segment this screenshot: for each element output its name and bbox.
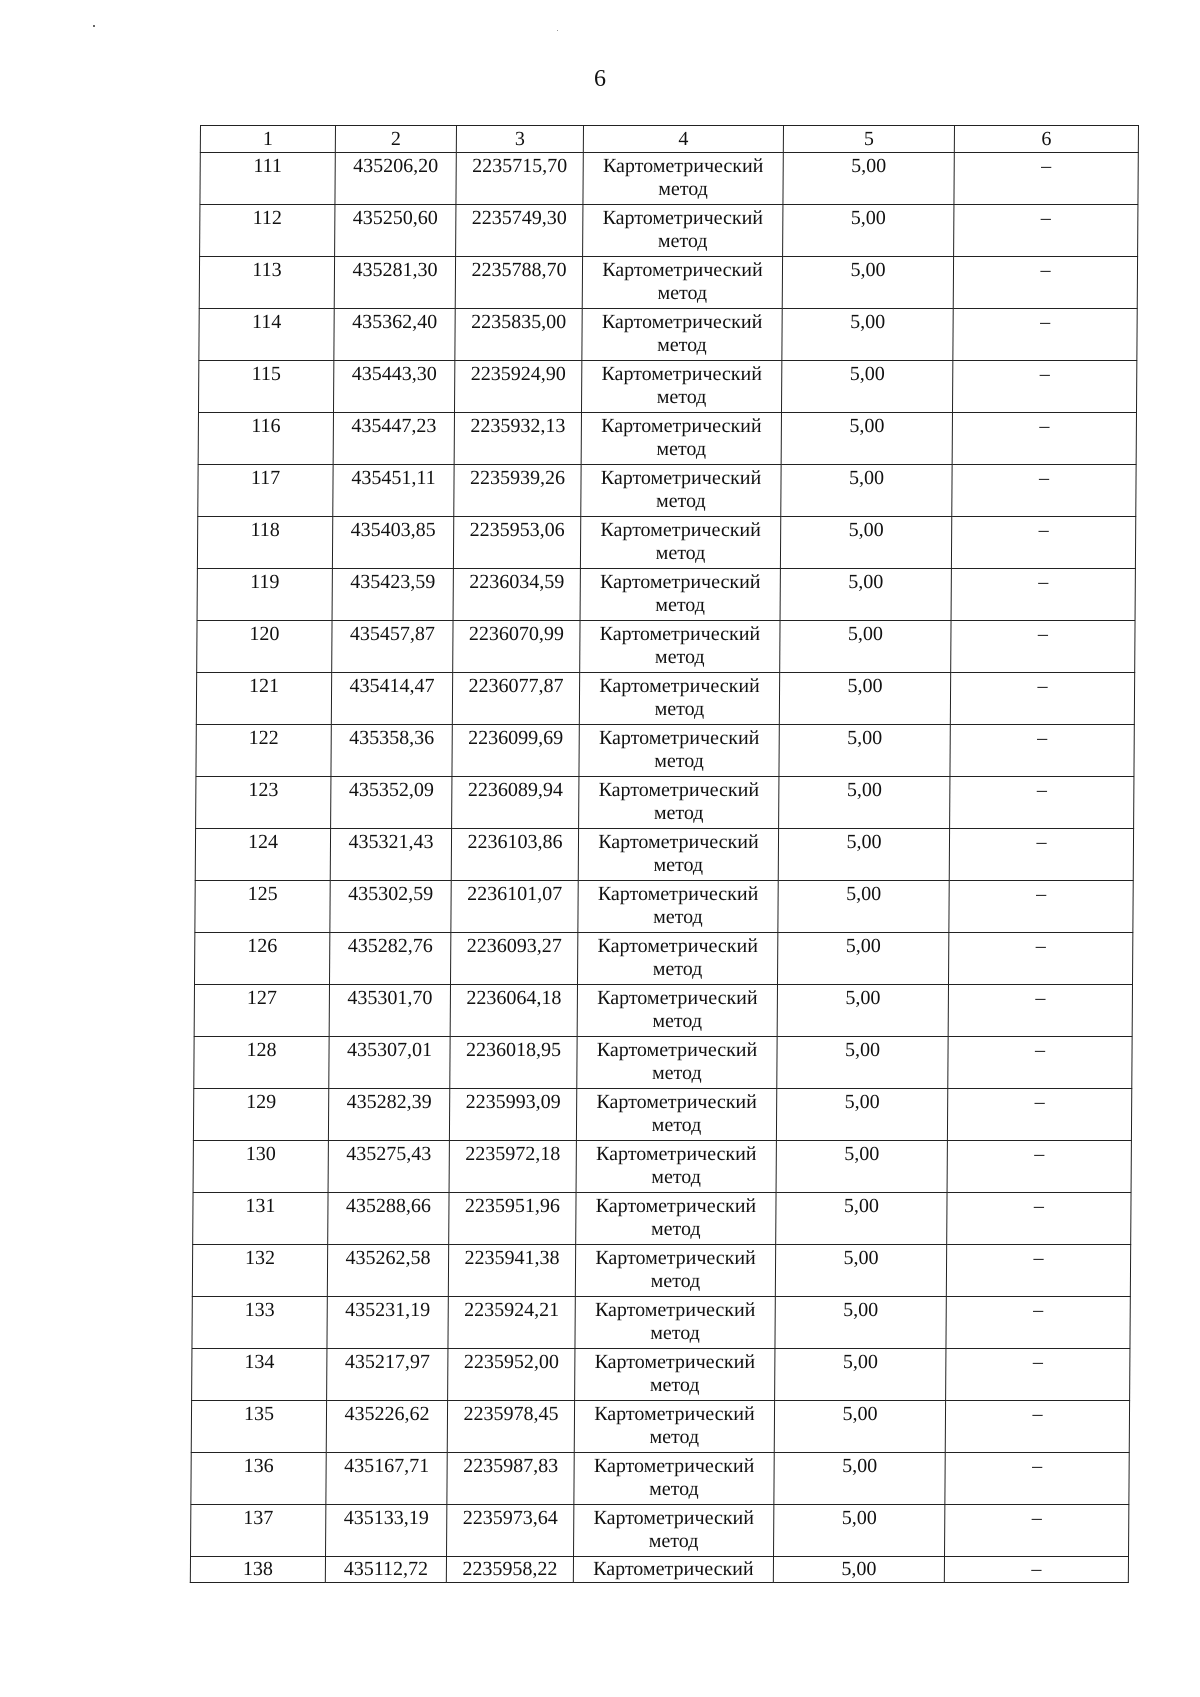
point-number-cell: 134 bbox=[192, 1349, 327, 1401]
method-cell: Картометрический метод bbox=[574, 1505, 774, 1557]
y-coordinate-cell: 2235924,21 bbox=[448, 1297, 575, 1349]
method-cell: Картометрический метод bbox=[577, 933, 777, 985]
point-number-cell: 120 bbox=[197, 621, 332, 673]
y-coordinate-cell: 2235924,90 bbox=[454, 361, 581, 413]
point-number-cell: 122 bbox=[196, 725, 331, 777]
header-cell-1: 1 bbox=[200, 126, 335, 153]
x-coordinate-cell: 435447,23 bbox=[333, 413, 454, 465]
y-coordinate-cell: 2235835,00 bbox=[455, 309, 582, 361]
point-number-cell: 125 bbox=[195, 881, 330, 933]
y-coordinate-cell: 2236034,59 bbox=[453, 569, 580, 621]
y-coordinate-cell: 2235932,13 bbox=[454, 413, 581, 465]
note-cell: – bbox=[946, 1297, 1130, 1349]
y-coordinate-cell: 2235972,18 bbox=[449, 1141, 576, 1193]
table-body bbox=[190, 153, 1138, 1583]
method-cell: Картометрический метод bbox=[583, 153, 783, 205]
table-row bbox=[192, 1297, 1130, 1349]
accuracy-cell: 5,00 bbox=[775, 1297, 946, 1349]
x-coordinate-cell: 435282,76 bbox=[329, 933, 450, 985]
point-number-cell: 113 bbox=[199, 257, 334, 309]
table-row bbox=[194, 1037, 1132, 1089]
method-cell: Картометрический метод bbox=[581, 465, 781, 517]
point-number-cell: 123 bbox=[196, 777, 331, 829]
method-cell: Картометрический метод bbox=[576, 1089, 776, 1141]
scan-speck bbox=[557, 30, 558, 31]
accuracy-cell: 5,00 bbox=[783, 153, 954, 205]
x-coordinate-cell: 435321,43 bbox=[330, 829, 451, 881]
y-coordinate-cell: 2236099,69 bbox=[452, 725, 579, 777]
point-number-cell: 130 bbox=[193, 1141, 328, 1193]
method-cell: Картометрический метод bbox=[576, 1193, 776, 1245]
y-coordinate-cell: 2235993,09 bbox=[449, 1089, 576, 1141]
accuracy-cell: 5,00 bbox=[775, 1245, 946, 1297]
x-coordinate-cell: 435250,60 bbox=[335, 205, 456, 257]
y-coordinate-cell: 2235952,00 bbox=[448, 1349, 575, 1401]
accuracy-cell: 5,00 bbox=[779, 673, 950, 725]
point-number-cell: 135 bbox=[191, 1401, 326, 1453]
accuracy-cell: 5,00 bbox=[776, 1089, 947, 1141]
note-cell: – bbox=[947, 1089, 1131, 1141]
accuracy-cell: 5,00 bbox=[776, 1193, 947, 1245]
note-cell: – bbox=[953, 257, 1137, 309]
note-cell: – bbox=[949, 829, 1133, 881]
y-coordinate-cell: 2236093,27 bbox=[450, 933, 577, 985]
table-row bbox=[191, 1453, 1129, 1505]
table-row bbox=[191, 1505, 1129, 1557]
method-cell: Картометрический метод bbox=[578, 881, 778, 933]
table-row bbox=[194, 933, 1132, 985]
point-number-cell: 127 bbox=[194, 985, 329, 1037]
table-row bbox=[193, 1141, 1131, 1193]
table-row bbox=[196, 673, 1134, 725]
x-coordinate-cell: 435362,40 bbox=[334, 309, 455, 361]
table-row bbox=[194, 985, 1132, 1037]
method-cell: Картометрический метод bbox=[575, 1297, 775, 1349]
table-row bbox=[199, 309, 1137, 361]
y-coordinate-cell: 2235941,38 bbox=[448, 1245, 575, 1297]
x-coordinate-cell: 435133,19 bbox=[326, 1505, 447, 1557]
note-cell: – bbox=[947, 1141, 1131, 1193]
x-coordinate-cell: 435275,43 bbox=[328, 1141, 449, 1193]
table-row bbox=[198, 361, 1136, 413]
y-coordinate-cell: 2236101,07 bbox=[451, 881, 578, 933]
method-cell: Картометрический метод bbox=[576, 1141, 776, 1193]
method-cell: Картометрический метод bbox=[579, 673, 779, 725]
point-number-cell: 115 bbox=[198, 361, 333, 413]
table-header bbox=[200, 126, 1138, 153]
point-number-cell: 121 bbox=[196, 673, 331, 725]
page-number: 6 bbox=[594, 66, 606, 92]
accuracy-cell: 5,00 bbox=[782, 309, 953, 361]
point-number-cell: 136 bbox=[191, 1453, 326, 1505]
point-number-cell: 131 bbox=[193, 1193, 328, 1245]
note-cell: – bbox=[950, 777, 1134, 829]
accuracy-cell: 5,00 bbox=[780, 621, 951, 673]
note-cell: – bbox=[946, 1245, 1130, 1297]
x-coordinate-cell: 435457,87 bbox=[332, 621, 453, 673]
x-coordinate-cell: 435301,70 bbox=[329, 985, 450, 1037]
x-coordinate-cell: 435414,47 bbox=[331, 673, 452, 725]
table-row bbox=[190, 1557, 1128, 1583]
note-cell: – bbox=[952, 465, 1136, 517]
x-coordinate-cell: 435307,01 bbox=[329, 1037, 450, 1089]
table-row bbox=[196, 777, 1134, 829]
point-number-cell: 119 bbox=[197, 569, 332, 621]
note-cell: – bbox=[948, 933, 1132, 985]
x-coordinate-cell: 435423,59 bbox=[332, 569, 453, 621]
x-coordinate-cell: 435443,30 bbox=[333, 361, 454, 413]
accuracy-cell: 5,00 bbox=[774, 1401, 945, 1453]
note-cell: – bbox=[945, 1401, 1129, 1453]
table-row bbox=[198, 465, 1136, 517]
table-row bbox=[198, 413, 1136, 465]
accuracy-cell: 5,00 bbox=[773, 1557, 944, 1583]
point-number-cell: 133 bbox=[192, 1297, 327, 1349]
note-cell: – bbox=[945, 1453, 1129, 1505]
accuracy-cell: 5,00 bbox=[777, 985, 948, 1037]
y-coordinate-cell: 2235951,96 bbox=[449, 1193, 576, 1245]
table-row bbox=[197, 621, 1135, 673]
scan-speck bbox=[93, 25, 95, 27]
x-coordinate-cell: 435217,97 bbox=[327, 1349, 448, 1401]
table-row bbox=[196, 725, 1134, 777]
header-cell-2: 2 bbox=[335, 126, 456, 153]
method-cell: Картометрический метод bbox=[583, 205, 783, 257]
point-number-cell: 126 bbox=[194, 933, 329, 985]
header-cell-6: 6 bbox=[954, 126, 1138, 153]
note-cell: – bbox=[948, 985, 1132, 1037]
table-row bbox=[195, 881, 1133, 933]
table-row bbox=[200, 153, 1138, 205]
note-cell: – bbox=[953, 309, 1137, 361]
header-row bbox=[200, 126, 1138, 153]
point-number-cell: 111 bbox=[200, 153, 335, 205]
method-cell: Картометрический метод bbox=[579, 777, 779, 829]
point-number-cell: 117 bbox=[198, 465, 333, 517]
accuracy-cell: 5,00 bbox=[777, 1037, 948, 1089]
accuracy-cell: 5,00 bbox=[779, 777, 950, 829]
accuracy-cell: 5,00 bbox=[774, 1505, 945, 1557]
table-row bbox=[200, 205, 1138, 257]
accuracy-cell: 5,00 bbox=[783, 205, 954, 257]
accuracy-cell: 5,00 bbox=[780, 517, 951, 569]
accuracy-cell: 5,00 bbox=[779, 725, 950, 777]
note-cell: – bbox=[952, 413, 1136, 465]
note-cell: – bbox=[954, 205, 1138, 257]
note-cell: – bbox=[948, 1037, 1132, 1089]
point-number-cell: 132 bbox=[192, 1245, 327, 1297]
x-coordinate-cell: 435358,36 bbox=[331, 725, 452, 777]
point-number-cell: 116 bbox=[198, 413, 333, 465]
table-row bbox=[191, 1401, 1129, 1453]
header-cell-3: 3 bbox=[456, 126, 583, 153]
table-row bbox=[193, 1193, 1131, 1245]
y-coordinate-cell: 2236064,18 bbox=[450, 985, 577, 1037]
accuracy-cell: 5,00 bbox=[781, 465, 952, 517]
method-cell: Картометрический bbox=[573, 1557, 773, 1583]
table-row bbox=[193, 1089, 1131, 1141]
x-coordinate-cell: 435403,85 bbox=[332, 517, 453, 569]
y-coordinate-cell: 2235939,26 bbox=[454, 465, 581, 517]
note-cell: – bbox=[946, 1349, 1130, 1401]
point-number-cell: 137 bbox=[191, 1505, 326, 1557]
accuracy-cell: 5,00 bbox=[782, 257, 953, 309]
point-number-cell: 118 bbox=[197, 517, 332, 569]
note-cell: – bbox=[949, 881, 1133, 933]
method-cell: Картометрический метод bbox=[578, 829, 778, 881]
y-coordinate-cell: 2235715,70 bbox=[456, 153, 583, 205]
coordinates-table bbox=[190, 125, 1139, 1583]
accuracy-cell: 5,00 bbox=[781, 413, 952, 465]
x-coordinate-cell: 435282,39 bbox=[328, 1089, 449, 1141]
x-coordinate-cell: 435281,30 bbox=[334, 257, 455, 309]
method-cell: Картометрический метод bbox=[580, 569, 780, 621]
note-cell: – bbox=[950, 673, 1134, 725]
accuracy-cell: 5,00 bbox=[778, 829, 949, 881]
y-coordinate-cell: 2236077,87 bbox=[452, 673, 579, 725]
y-coordinate-cell: 2235788,70 bbox=[455, 257, 582, 309]
table-row bbox=[192, 1349, 1130, 1401]
accuracy-cell: 5,00 bbox=[776, 1141, 947, 1193]
y-coordinate-cell: 2236089,94 bbox=[452, 777, 579, 829]
method-cell: Картометрический метод bbox=[582, 257, 782, 309]
accuracy-cell: 5,00 bbox=[781, 361, 952, 413]
method-cell: Картометрический метод bbox=[580, 621, 780, 673]
y-coordinate-cell: 2235749,30 bbox=[456, 205, 583, 257]
x-coordinate-cell: 435231,19 bbox=[327, 1297, 448, 1349]
table-row bbox=[197, 517, 1135, 569]
method-cell: Картометрический метод bbox=[582, 309, 782, 361]
point-number-cell: 112 bbox=[200, 205, 335, 257]
note-cell: – bbox=[951, 569, 1135, 621]
accuracy-cell: 5,00 bbox=[778, 881, 949, 933]
method-cell: Картометрический метод bbox=[577, 1037, 777, 1089]
point-number-cell: 138 bbox=[190, 1557, 325, 1583]
y-coordinate-cell: 2235987,83 bbox=[447, 1453, 574, 1505]
method-cell: Картометрический метод bbox=[581, 361, 781, 413]
note-cell: – bbox=[944, 1557, 1128, 1583]
x-coordinate-cell: 435352,09 bbox=[331, 777, 452, 829]
table-row bbox=[199, 257, 1137, 309]
y-coordinate-cell: 2235958,22 bbox=[446, 1557, 573, 1583]
method-cell: Картометрический метод bbox=[575, 1349, 775, 1401]
x-coordinate-cell: 435262,58 bbox=[327, 1245, 448, 1297]
y-coordinate-cell: 2236018,95 bbox=[450, 1037, 577, 1089]
x-coordinate-cell: 435451,11 bbox=[333, 465, 454, 517]
accuracy-cell: 5,00 bbox=[775, 1349, 946, 1401]
table-row bbox=[195, 829, 1133, 881]
header-cell-4: 4 bbox=[583, 126, 783, 153]
point-number-cell: 129 bbox=[193, 1089, 328, 1141]
method-cell: Картометрический метод bbox=[575, 1245, 775, 1297]
point-number-cell: 124 bbox=[195, 829, 330, 881]
point-number-cell: 128 bbox=[194, 1037, 329, 1089]
method-cell: Картометрический метод bbox=[581, 413, 781, 465]
y-coordinate-cell: 2236103,86 bbox=[451, 829, 578, 881]
x-coordinate-cell: 435112,72 bbox=[325, 1557, 446, 1583]
method-cell: Картометрический метод bbox=[580, 517, 780, 569]
x-coordinate-cell: 435167,71 bbox=[326, 1453, 447, 1505]
note-cell: – bbox=[954, 153, 1138, 205]
x-coordinate-cell: 435302,59 bbox=[330, 881, 451, 933]
method-cell: Картометрический метод bbox=[574, 1401, 774, 1453]
method-cell: Картометрический метод bbox=[577, 985, 777, 1037]
table-row bbox=[192, 1245, 1130, 1297]
note-cell: – bbox=[950, 725, 1134, 777]
y-coordinate-cell: 2236070,99 bbox=[453, 621, 580, 673]
y-coordinate-cell: 2235973,64 bbox=[447, 1505, 574, 1557]
point-number-cell: 114 bbox=[199, 309, 334, 361]
x-coordinate-cell: 435288,66 bbox=[328, 1193, 449, 1245]
y-coordinate-cell: 2235978,45 bbox=[447, 1401, 574, 1453]
x-coordinate-cell: 435206,20 bbox=[335, 153, 456, 205]
accuracy-cell: 5,00 bbox=[777, 933, 948, 985]
note-cell: – bbox=[952, 361, 1136, 413]
accuracy-cell: 5,00 bbox=[774, 1453, 945, 1505]
x-coordinate-cell: 435226,62 bbox=[326, 1401, 447, 1453]
y-coordinate-cell: 2235953,06 bbox=[453, 517, 580, 569]
note-cell: – bbox=[951, 517, 1135, 569]
accuracy-cell: 5,00 bbox=[780, 569, 951, 621]
method-cell: Картометрический метод bbox=[574, 1453, 774, 1505]
table-row bbox=[197, 569, 1135, 621]
method-cell: Картометрический метод bbox=[579, 725, 779, 777]
note-cell: – bbox=[947, 1193, 1131, 1245]
note-cell: – bbox=[951, 621, 1135, 673]
header-cell-5: 5 bbox=[783, 126, 954, 153]
note-cell: – bbox=[945, 1505, 1129, 1557]
